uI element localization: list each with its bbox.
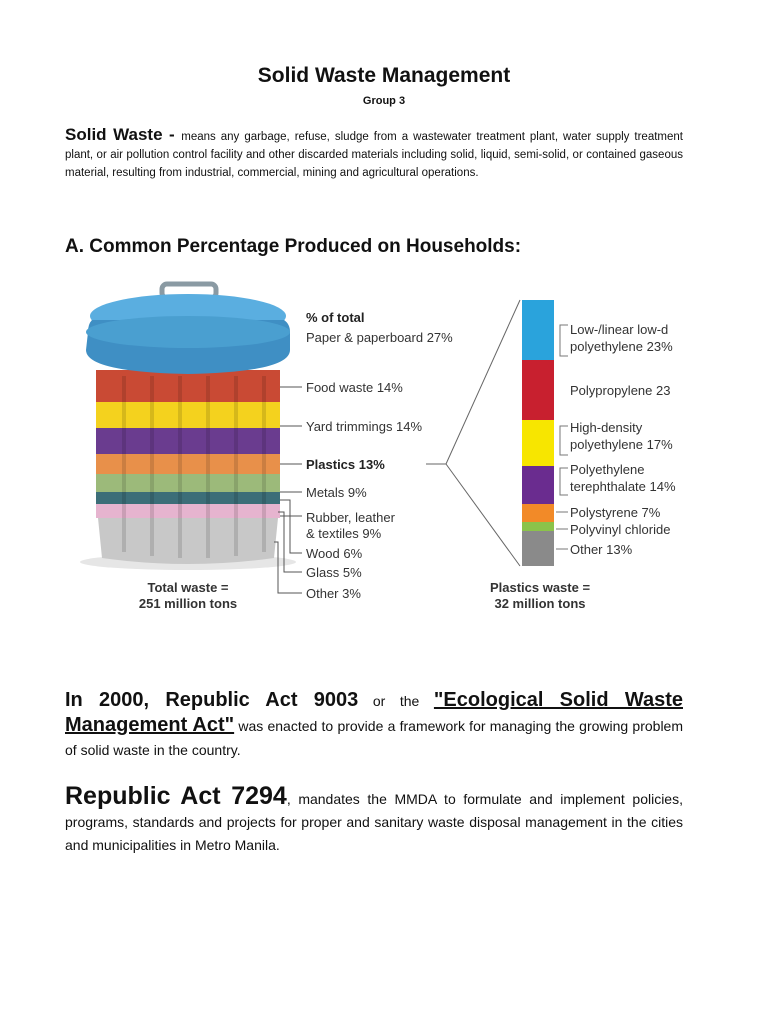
plastics-bar [522, 300, 554, 566]
section-heading: A. Common Percentage Produced on Households: [65, 236, 522, 257]
total-waste-line2: 251 million tons [138, 596, 238, 611]
can-labels [306, 310, 453, 601]
plastics-seg-pp [522, 360, 554, 420]
ra-7294-lead: Republic Act 7294 [65, 782, 287, 810]
label-rubber-line2: & textiles 9% [306, 526, 382, 541]
definition-paragraph [65, 126, 683, 182]
plastics-label-leaders [556, 325, 568, 549]
plastics-total-line2: 32 million tons [494, 596, 586, 611]
plastics-seg-pet [522, 466, 554, 504]
label-plastics: Plastics 13% [306, 457, 385, 472]
plastics-label-ps: Polystyrene 7% [570, 505, 661, 520]
label-food: Food waste 14% [306, 380, 403, 395]
plastics-seg-ldpe [522, 300, 554, 360]
label-paper: Paper & paperboard 27% [306, 330, 453, 345]
plastics-label-pet-1: Polyethylene [570, 462, 645, 477]
ra-9003-act-name: "Ecological Solid Waste Management Act" [65, 689, 683, 736]
plastics-seg-other [522, 531, 554, 566]
label-rubber-line1: Rubber, leather [306, 510, 395, 525]
ra-7294-text: , mandates the MMDA to formulate and implement policies, programs, standards and projects for proper and sanitary waste disposal management in the cities and municipalities in Metro Manila. [65, 791, 683, 853]
plastics-label-pvc: Polyvinyl chloride [570, 522, 671, 537]
plastics-label-ldpe-2: polyethylene 23% [570, 339, 673, 354]
label-wood: Wood 6% [306, 546, 363, 561]
ra-9003-paragraph [65, 688, 683, 762]
total-waste-label [139, 580, 237, 611]
ra-9003-text: was enacted to provide a framework for managing the growing problem of solid waste in the country. [65, 718, 683, 758]
trash-can [80, 284, 296, 570]
page-subtitle: Group 3 [362, 95, 406, 107]
page-title: Solid Waste Management [257, 64, 511, 87]
plastics-seg-pvc [522, 522, 554, 531]
ra-9003-lead: In 2000, Republic Act 9003 [65, 689, 359, 711]
plastics-labels [570, 322, 676, 557]
plastics-label-other: Other 13% [570, 542, 633, 557]
ra-9003-connector: or the [358, 693, 434, 709]
label-metals: Metals 9% [306, 485, 367, 500]
lid-band [86, 316, 290, 348]
definition-text: means any garbage, refuse, sludge from a wastewater treatment plant, water supply treatment plant, or air pollution control facility and other discarded materials including solid, liquid, semi-solid, or contained gaseous material, resulting from industrial, commercial, mining and agricultural operations. [65, 131, 683, 179]
plastics-total-line1: Plastics waste = [489, 580, 591, 595]
definition-term: Solid Waste - [65, 125, 182, 144]
plastics-seg-ps [522, 504, 554, 522]
plastics-label-hdpe-2: polyethylene 17% [570, 437, 673, 452]
plastics-label-pp: Polypropylene 23 [570, 383, 671, 398]
plastics-label-ldpe-1: Low-/linear low-d [570, 322, 669, 337]
waste-infographic [62, 280, 692, 620]
plastics-seg-hdpe [522, 420, 554, 466]
total-waste-line1: Total waste = [147, 580, 229, 595]
label-other: Other 3% [306, 586, 361, 601]
plastics-total-label [490, 580, 590, 611]
plastics-label-pet-2: terephthalate 14% [570, 479, 676, 494]
ra-7294-paragraph [65, 782, 683, 857]
chart-title: % of total [306, 310, 365, 325]
label-glass: Glass 5% [306, 565, 362, 580]
plastics-label-hdpe-1: High-density [570, 420, 643, 435]
label-yard: Yard trimmings 14% [306, 419, 423, 434]
